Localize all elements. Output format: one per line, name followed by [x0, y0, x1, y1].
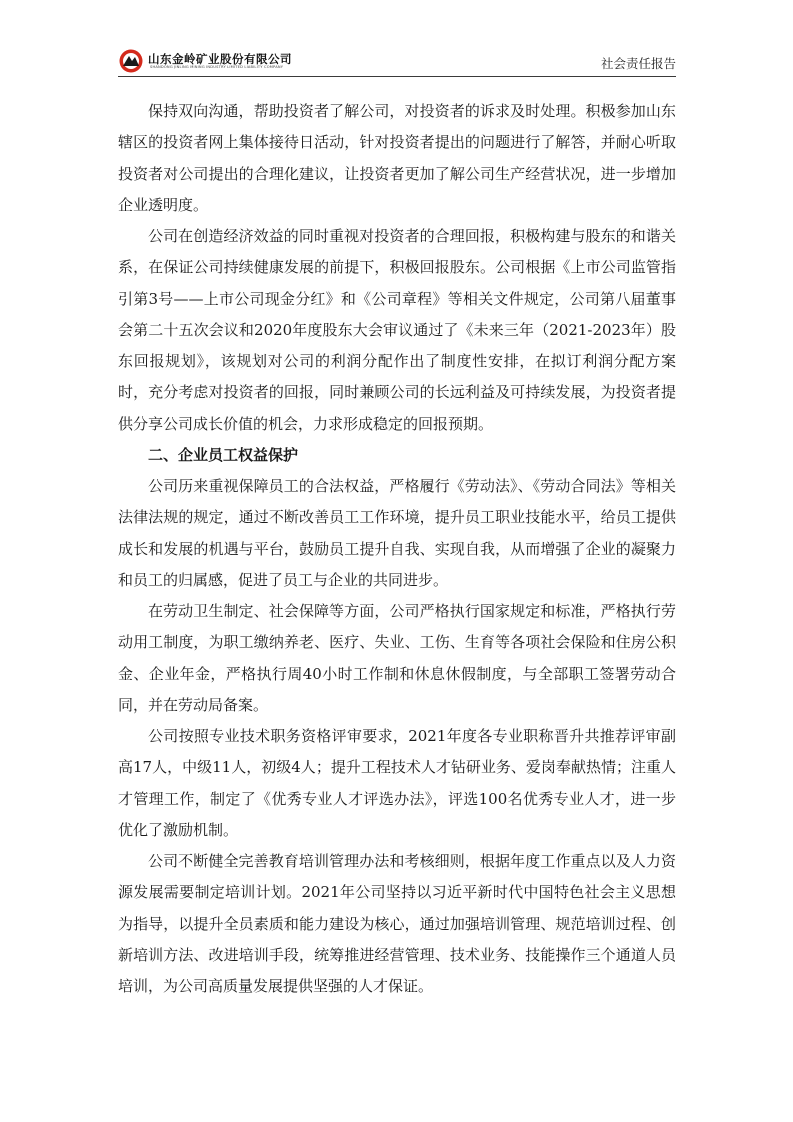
paragraph-training: 公司不断健全完善教育培训管理办法和考核细则，根据年度工作重点以及人力资源发展需要制定培训计划。2021年公司坚持以习近平新时代中国特色社会主义思想为指导，以提升全员素质和能力建设为核心，通过加强培训管理、规范培训过程、创新培训方法、改进培训手段，统筹推进经营管理、技术业务、技能操作三个通道人员培训，为公司高质量发展提供坚强的人才保证。 [118, 852, 676, 995]
document-body [118, 96, 676, 1002]
paragraph-labor-security: 在劳动卫生制定、社会保障等方面，公司严格执行国家规定和标准，严格执行劳动用工制度，为职工缴纳养老、医疗、失业、工伤、生育等各项社会保险和住房公积金、企业年金，严格执行周40小时工作制和休息休假制度，与全部职工签署劳动合同，并在劳动局备案。 [118, 602, 676, 714]
company-logo-icon [118, 48, 148, 74]
company-english-name: SHANDONG JINLING MINING INDUSTRY LIMITED LIABILITY COMPANY [150, 65, 284, 69]
section-heading: 二、企业员工权益保护 [148, 445, 299, 464]
company-name: 山东金岭矿业股份有限公司 [148, 52, 292, 66]
report-title: 社会责任报告 [600, 56, 676, 71]
paragraph-shareholder-returns: 公司在创造经济效益的同时重视对投资者的合理回报，积极构建与股东的和谐关系，在保证公司持续健康发展的前提下，积极回报股东。公司根据《上市公司监管指引第3号——上市公司现金分红》和《公司章程》等相关文件规定，公司第八届董事会第二十五次会议和2020年度股东大会审议通过了《未来三年（2021-2023年）股东回报规划》，该规划对公司的利润分配作出了制度性安排，在拟订利润分配方案时，充分考虑对投资者的回报，同时兼顾公司的长远利益及可持续发展，为投资者提供分享公司成长价值的机会，力求形成稳定的回报预期。 [118, 227, 676, 433]
page-header [118, 48, 676, 74]
paragraph-investor-communication: 保持双向沟通，帮助投资者了解公司，对投资者的诉求及时处理。积极参加山东辖区的投资者网上集体接待日活动，针对投资者提出的问题进行了解答，并耐心听取投资者对公司提出的合理化建议，让投资者更加了解公司生产经营状况，进一步增加企业透明度。 [118, 102, 676, 214]
paragraph-employee-rights: 公司历来重视保障员工的合法权益，严格履行《劳动法》、《劳动合同法》等相关法律法规的规定，通过不断改善员工工作环境，提升员工职业技能水平，给员工提供成长和发展的机遇与平台，鼓励员工提升自我、实现自我，从而增强了企业的凝聚力和员工的归属感，促进了员工与企业的共同进步。 [118, 477, 676, 589]
header-divider [118, 76, 676, 77]
paragraph-professional-titles: 公司按照专业技术职务资格评审要求，2021年度各专业职称晋升共推荐评审副高17人，中级11人，初级4人；提升工程技术人才钻研业务、爱岗奉献热情；注重人才管理工作，制定了《优秀专业人才评选办法》，评选100名优秀专业人才，进一步优化了激励机制。 [118, 727, 676, 839]
